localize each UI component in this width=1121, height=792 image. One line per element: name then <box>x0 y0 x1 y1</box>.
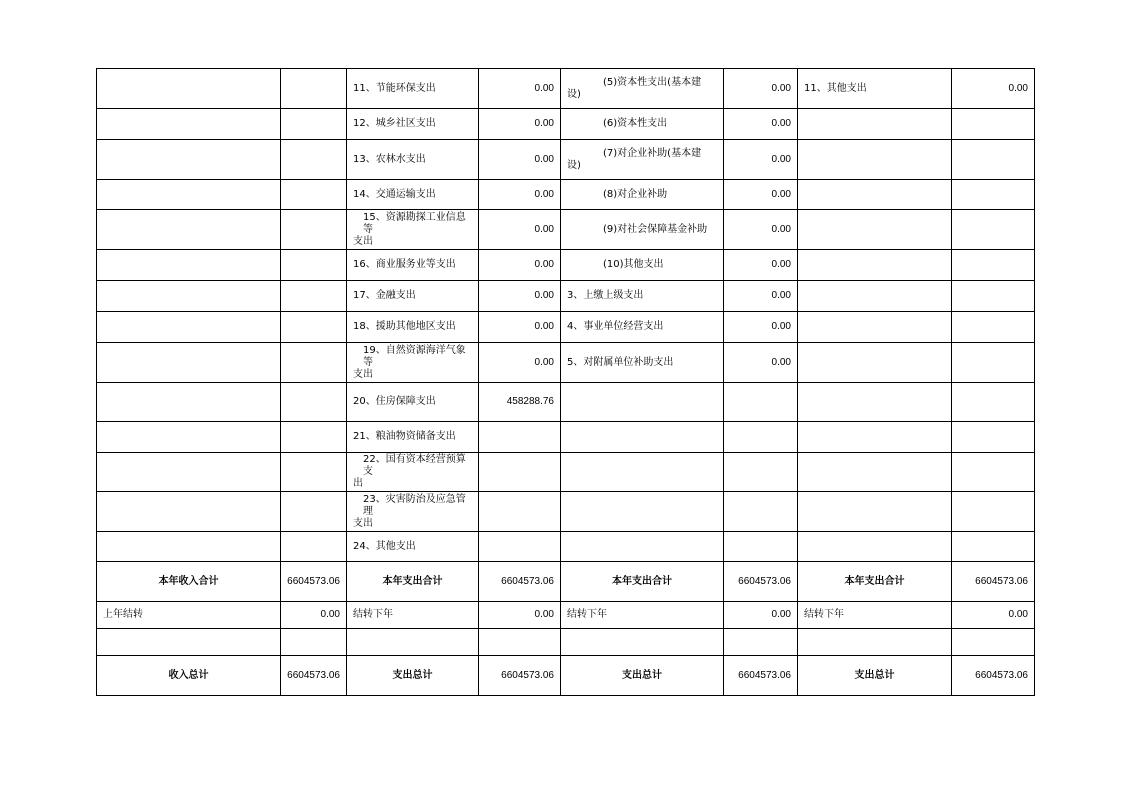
expense-value-cell: 0.00 <box>479 312 561 343</box>
table-row <box>97 453 1035 492</box>
income-grand-total-value: 6604573.06 <box>281 656 347 696</box>
expense-item-cell <box>347 453 479 492</box>
expense-item-cell <box>561 69 724 109</box>
expense-value-cell <box>724 492 798 532</box>
table-row <box>97 69 1035 109</box>
cell-line: 支出 <box>353 517 373 529</box>
expense-item-cell <box>561 453 724 492</box>
expense-value-cell <box>952 281 1035 312</box>
expense-item-cell <box>798 250 952 281</box>
income-value-cell <box>281 422 347 453</box>
next-year-carry-label: 结转下年 <box>561 602 724 629</box>
expense-total-value: 6604573.06 <box>479 562 561 602</box>
table-row <box>97 250 1035 281</box>
cell-line: (8)对企业补助 <box>603 188 668 200</box>
expense-value-cell: 0.00 <box>479 210 561 250</box>
expense-total-label: 本年支出合计 <box>798 562 952 602</box>
next-year-carry-value: 0.00 <box>724 602 798 629</box>
expense-item-cell <box>561 422 724 453</box>
expense-item-cell: 18、援助其他地区支出 <box>347 312 479 343</box>
income-item-cell <box>97 383 281 422</box>
expense-total-label: 本年支出合计 <box>347 562 479 602</box>
empty-cell <box>724 629 798 656</box>
expense-item-cell <box>561 492 724 532</box>
expense-item-cell: 5、对附属单位补助支出 <box>561 343 724 383</box>
expense-total-value: 6604573.06 <box>952 562 1035 602</box>
expense-item-cell <box>561 250 724 281</box>
empty-cell <box>281 629 347 656</box>
income-item-cell <box>97 180 281 210</box>
expense-grand-total-label: 支出总计 <box>561 656 724 696</box>
expense-item-cell <box>561 210 724 250</box>
expense-item-cell: 13、农林水支出 <box>347 140 479 180</box>
expense-item-cell <box>347 492 479 532</box>
cell-line: (7)对企业补助(基本建 <box>603 147 702 159</box>
expense-item-cell <box>798 383 952 422</box>
expense-value-cell <box>479 453 561 492</box>
expense-value-cell: 0.00 <box>724 69 798 109</box>
expense-value-cell: 0.00 <box>479 281 561 312</box>
empty-cell <box>798 629 952 656</box>
cell-line: 支出 <box>353 235 373 247</box>
cell-line: (9)对社会保障基金补助 <box>603 223 708 235</box>
expense-value-cell <box>952 453 1035 492</box>
expense-value-cell <box>479 532 561 562</box>
expense-total-label: 本年支出合计 <box>561 562 724 602</box>
expense-value-cell <box>952 343 1035 383</box>
prev-year-carry-value: 0.00 <box>281 602 347 629</box>
table-row <box>97 180 1035 210</box>
income-value-cell <box>281 532 347 562</box>
table-row <box>97 281 1035 312</box>
income-item-cell <box>97 312 281 343</box>
expense-value-cell <box>952 210 1035 250</box>
cell-line: (6)资本性支出 <box>603 118 668 129</box>
income-value-cell <box>281 453 347 492</box>
expense-item-cell <box>347 343 479 383</box>
table-row <box>97 210 1035 250</box>
next-year-carry-value: 0.00 <box>479 602 561 629</box>
cell-line: 19、自然资源海洋气象等 <box>363 344 466 368</box>
expense-item-cell: 20、住房保障支出 <box>347 383 479 422</box>
grand-total-row <box>97 656 1035 696</box>
table-row <box>97 312 1035 343</box>
income-value-cell <box>281 210 347 250</box>
expense-value-cell <box>952 312 1035 343</box>
cell-line: (10)其他支出 <box>603 259 664 270</box>
expense-value-cell: 0.00 <box>724 312 798 343</box>
income-item-cell <box>97 250 281 281</box>
expense-value-cell: 0.00 <box>479 140 561 180</box>
expense-item-cell: 12、城乡社区支出 <box>347 109 479 140</box>
expense-value-cell <box>724 453 798 492</box>
expense-item-cell <box>561 383 724 422</box>
income-value-cell <box>281 109 347 140</box>
year-total-row <box>97 562 1035 602</box>
expense-value-cell <box>724 383 798 422</box>
income-item-cell <box>97 140 281 180</box>
expense-value-cell <box>479 422 561 453</box>
expense-item-cell <box>798 492 952 532</box>
expense-item-cell <box>561 109 724 140</box>
expense-value-cell <box>724 422 798 453</box>
empty-cell <box>347 629 479 656</box>
expense-value-cell: 0.00 <box>724 109 798 140</box>
income-value-cell <box>281 383 347 422</box>
cell-line: 支出 <box>353 368 373 380</box>
expense-grand-total-value: 6604573.06 <box>479 656 561 696</box>
income-item-cell <box>97 532 281 562</box>
income-item-cell <box>97 69 281 109</box>
income-value-cell <box>281 343 347 383</box>
expense-grand-total-label: 支出总计 <box>347 656 479 696</box>
empty-cell <box>952 629 1035 656</box>
income-value-cell <box>281 281 347 312</box>
budget-table <box>96 68 1035 696</box>
expense-item-cell: 17、金融支出 <box>347 281 479 312</box>
income-item-cell <box>97 422 281 453</box>
expense-grand-total-label: 支出总计 <box>798 656 952 696</box>
expense-value-cell: 0.00 <box>724 140 798 180</box>
expense-value-cell <box>952 109 1035 140</box>
income-item-cell <box>97 109 281 140</box>
expense-value-cell: 0.00 <box>479 69 561 109</box>
expense-item-cell: 11、其他支出 <box>798 69 952 109</box>
expense-value-cell: 0.00 <box>724 343 798 383</box>
expense-grand-total-value: 6604573.06 <box>724 656 798 696</box>
expense-item-cell <box>561 180 724 210</box>
expense-item-cell <box>798 180 952 210</box>
expense-item-cell <box>798 281 952 312</box>
next-year-carry-value: 0.00 <box>952 602 1035 629</box>
expense-item-cell: 4、事业单位经营支出 <box>561 312 724 343</box>
expense-item-cell <box>798 343 952 383</box>
expense-value-cell <box>952 422 1035 453</box>
expense-item-cell <box>561 140 724 180</box>
expense-item-cell: 3、上缴上级支出 <box>561 281 724 312</box>
expense-value-cell: 0.00 <box>479 109 561 140</box>
expense-grand-total-value: 6604573.06 <box>952 656 1035 696</box>
expense-item-cell <box>798 109 952 140</box>
income-value-cell <box>281 492 347 532</box>
expense-value-cell: 0.00 <box>724 281 798 312</box>
expense-value-cell <box>952 250 1035 281</box>
expense-item-cell <box>347 210 479 250</box>
expense-value-cell <box>479 492 561 532</box>
expense-value-cell <box>952 180 1035 210</box>
income-value-cell <box>281 69 347 109</box>
empty-cell <box>97 629 281 656</box>
table-row <box>97 109 1035 140</box>
expense-item-cell: 14、交通运输支出 <box>347 180 479 210</box>
expense-value-cell <box>952 383 1035 422</box>
table-row <box>97 422 1035 453</box>
table-row <box>97 492 1035 532</box>
expense-value-cell: 0.00 <box>724 210 798 250</box>
expense-total-value: 6604573.06 <box>724 562 798 602</box>
income-item-cell <box>97 453 281 492</box>
income-total-label: 本年收入合计 <box>97 562 281 602</box>
expense-value-cell <box>952 140 1035 180</box>
next-year-carry-label: 结转下年 <box>798 602 952 629</box>
cell-line: 23、灾害防治及应急管理 <box>363 493 466 517</box>
income-value-cell <box>281 250 347 281</box>
income-grand-total-label: 收入总计 <box>97 656 281 696</box>
expense-value-cell <box>724 532 798 562</box>
next-year-carry-label: 结转下年 <box>347 602 479 629</box>
expense-item-cell <box>798 532 952 562</box>
expense-item-cell <box>798 312 952 343</box>
cell-line: 出 <box>353 478 363 489</box>
expense-value-cell: 0.00 <box>479 250 561 281</box>
expense-item-cell <box>798 453 952 492</box>
income-item-cell <box>97 492 281 532</box>
cell-line: 设) <box>567 159 581 171</box>
cell-line: 22、国有资本经营预算支 <box>363 454 466 477</box>
expense-item-cell <box>798 210 952 250</box>
expense-item-cell <box>798 422 952 453</box>
table-row <box>97 629 1035 656</box>
carry-over-row <box>97 602 1035 629</box>
income-value-cell <box>281 180 347 210</box>
expense-value-cell <box>952 532 1035 562</box>
cell-line: 15、资源勘探工业信息等 <box>363 211 466 235</box>
cell-line: 设) <box>567 88 581 100</box>
table-row <box>97 140 1035 180</box>
income-value-cell <box>281 312 347 343</box>
income-total-value: 6604573.06 <box>281 562 347 602</box>
expense-value-cell: 0.00 <box>952 69 1035 109</box>
expense-value-cell: 0.00 <box>479 343 561 383</box>
expense-item-cell: 16、商业服务业等支出 <box>347 250 479 281</box>
expense-value-cell: 0.00 <box>724 250 798 281</box>
expense-value-cell: 0.00 <box>724 180 798 210</box>
expense-item-cell: 24、其他支出 <box>347 532 479 562</box>
table-row <box>97 383 1035 422</box>
table-row <box>97 343 1035 383</box>
empty-cell <box>479 629 561 656</box>
prev-year-carry-label: 上年结转 <box>97 602 281 629</box>
empty-cell <box>561 629 724 656</box>
income-item-cell <box>97 281 281 312</box>
expense-value-cell <box>952 492 1035 532</box>
income-item-cell <box>97 343 281 383</box>
table-row <box>97 532 1035 562</box>
expense-value-cell: 458288.76 <box>479 383 561 422</box>
expense-item-cell <box>561 532 724 562</box>
cell-line: (5)资本性支出(基本建 <box>603 76 702 88</box>
income-item-cell <box>97 210 281 250</box>
income-value-cell <box>281 140 347 180</box>
expense-item-cell: 21、粮油物资储备支出 <box>347 422 479 453</box>
expense-item-cell <box>798 140 952 180</box>
expense-value-cell: 0.00 <box>479 180 561 210</box>
expense-item-cell: 11、节能环保支出 <box>347 69 479 109</box>
